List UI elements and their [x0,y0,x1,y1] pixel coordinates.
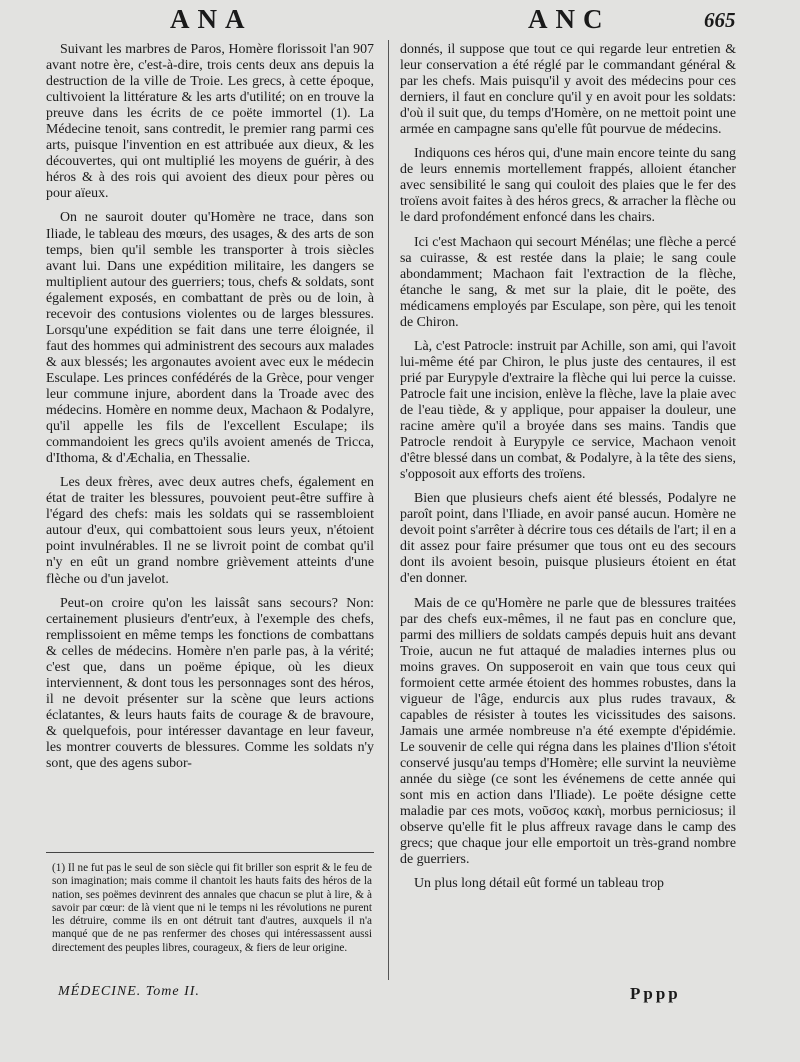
paragraph: Ici c'est Machaon qui secourt Ménélas; une flèche a percé sa cuirasse, & est restée dans la plaie; le sang coule abondamment; Machaon fait l'extraction de la flèche, étanche le sang, & met sur la plaie, dit le poëte, des médicamens employés par Esculape, son père, qui les tenoit de Chiron. [400,234,736,330]
footnote-divider [46,852,374,853]
signature-mark: Pppp [630,984,681,1003]
footnote: (1) Il ne fut pas le seul de son siècle qui fit briller son esprit & le feu de son imagination; mais comme il chantoit les hauts faits des héros de la nation, ses poëmes devinrent des annales que chacun se plut à lire, & à savoir par cœur: de là vient que ni le temps ni les révolutions ne purent les détruire, comme ils en ont détruit tant d'autres, auxquels il n'a manqué que de ne pas renfermer des choses qui intéressassent aussi directement des peuples libres, courageux, & fiers de leur origine. [52,862,372,954]
paragraph: Indiquons ces héros qui, d'une main encore teinte du sang de leurs ennemis mortellement frappés, alloient étancher avec sensibilité le sang qui couloit des plaies que le fer des troïens avoit faites à des héros grecs, & arracher la flèche ou le dard profondément enfoncé dans les chairs. [400,146,736,226]
right-column [400,42,736,900]
running-header [0,4,800,38]
paragraph: Peut-on croire qu'on les laissât sans secours? Non: certainement plusieurs d'entr'eux, à l'exemple des chefs, remplissoient en même temps les fonctions de combattans & celles de médecins. Homère n'en parle pas, à la vérité; c'est que, dans un poëme épique, où les dieux interviennent, & dont tous les personnages sont des héros, il ne devoit présenter sur la scène que leurs actions éclatantes, & leurs hauts faits de courage & de bravoure, & quelquefois, pour intéresser davantage en leur faveur, les montrer couverts de blessures. Comme les soldats n'y sont, que des agens subor- [46,595,374,772]
paragraph: Un plus long détail eût formé un tableau trop [414,876,664,892]
header-left: ANA [170,4,253,34]
paragraph: On ne sauroit douter qu'Homère ne trace, dans son Iliade, le tableau des mœurs, des usages, & des arts de son temps, bien qu'il semble les transporter à trois siècles avant lui. Dans une expédition militaire, les dangers se multiplient autour des guerriers; tous, chefs & soldats, sont également exposés, en combattant de près ou de loin, à recevoir des contusions violentes ou de larges blessures. Lorsqu'une expédition se fait dans une terre éloignée, il faut des hommes qui administrent des secours aux malades & aux blessés; les argonautes avoient avec eux le médecin Esculape. Les princes confédérés de la Grèce, pour venger leur commune injure, abordent dans la Troade avec des médecins. Homère en nomme deux, Machaon & Podalyre, qu'il appelle les fils de l'excellent Esculape; ils commandoient les grecs qu'ils avoient amenés de Tricca, d'Ithoma, & d'Æchalia, en Thessalie. [46,210,374,467]
left-column [46,42,374,780]
paragraph: Là, c'est Patrocle: instruit par Achille, son ami, qui l'avoit lui-même été par Chiron, le plus juste des centaures, il est prié par Eurypyle d'extraire la flèche qui lui perce la cuisse. Patrocle fait une incision, enlève la flèche, lave la plaie avec de l'eau tiède, & y applique, pour appaiser la douleur, une racine amère qu'il a broyée dans ses mains. Tandis que Patrocle rendoit à Eurypyle ce service, Machaon venoit d'être blessé dans un combat, & Podalyre, à la tête des siens, s'opposoit aux efforts des troïens. [400,338,736,483]
paragraph: Suivant les marbres de Paros, Homère florissoit l'an 907 avant notre ère, c'est-à-dire, trois cents deux ans depuis la destruction de la ville de Troie. Les grecs, à cette époque, cultivoient la littérature & les arts d'utilité; on en trouve la preuve dans les écrits de ce poëte immortel (1). La Médecine tenoit, sans contredit, le premier rang parmi ces arts, puisque l'invention en est attribuée aux dieux, & les découvertes, qui ont multiplié les moyens de guérir, à des héros & à des rois qui avoient des dieux pour pères ou pour aïeux. [46,42,374,202]
header-right: ANC [528,4,611,34]
footer-title: MÉDECINE. Tome II. [58,984,200,999]
paragraph: Bien que plusieurs chefs aient été blessés, Podalyre ne paroît point, dans l'Iliade, en avoir pansé aucun. Homère ne devoit point s'arrêter à décrire tous ces détails de l'art; il en a dit assez pour faire présumer que tous ont eu des secours dont ils avoient besoin, puisque plusieurs étoient en état d'en donner. [400,491,736,587]
paragraph: donnés, il suppose que tout ce qui regarde leur entretien & leur conservation a été réglé par le commandant général & par les chefs. Mais puisqu'il y avoit des médecins pour ces derniers, il faut en conclure qu'il y en avoit pour les soldats: d'où il suit que, du temps d'Homère, on ne mettoit point une armée en campagne sans qu'elle fût pourvue de médecins. [400,42,736,138]
column-divider [388,40,389,980]
paragraph: Mais de ce qu'Homère ne parle que de blessures traitées par des chefs eux-mêmes, il ne faut pas en conclure que, parmi des milliers de soldats campés depuis huit ans devant Troie, aucun ne fut attaqué de maladies internes plus ou moins graves. On supposeroit en vain que tous ceux qui formoient cette armée étoient des hommes robustes, dans la vigueur de l'âge, endurcis aux plus rudes travaux, & capables de résister à toutes les vicissitudes des saisons. Jamais une armée nombreuse n'a été exempte d'épidémie. Le souvenir de celle qui régna dans les plaines d'Ilion s'étoit conservé jusqu'au temps d'Homère; elle survint la neuvième année du siège (ce sont les événemens de cette année qui sont mis en action dans l'Iliade). Le poëte désigne cette maladie par ces mots, νοῦσος κακὴ, morbus perniciosus; il observe qu'elle fit le plus affreux ravage dans le camp des grecs; que chaque jour elle emportoit un très-grand nombre de guerriers. [400,595,736,868]
page-number: 665 [704,8,736,32]
paragraph: Les deux frères, avec deux autres chefs, également en état de traiter les blessures, pouvoient peut-être suffire à l'égard des chefs: mais les soldats qui se rassembloient autour d'eux, qui combattoient sous leurs yeux, n'étoient point invulnérables. Il ne se livroit point de combat qu'il n'y en eût un grand nombre grièvement atteints d'une flèche ou d'un javelot. [46,475,374,587]
